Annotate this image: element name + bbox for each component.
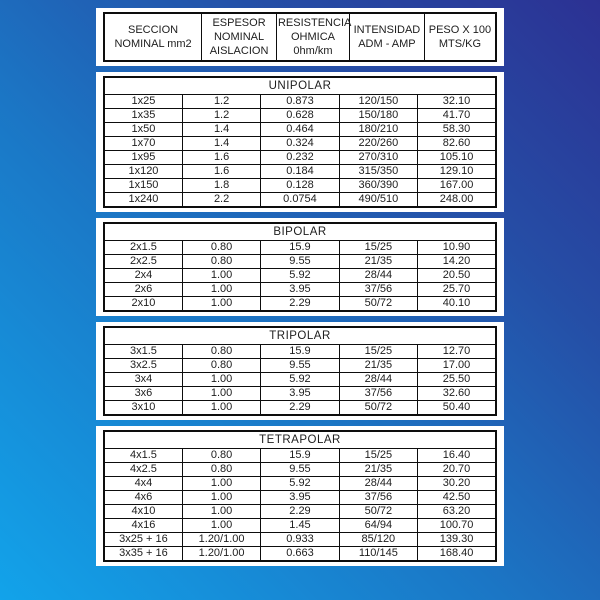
table-cell: 1.45 bbox=[261, 519, 339, 533]
table-cell: 1.20/1.00 bbox=[182, 533, 260, 547]
table-cell: 1x240 bbox=[104, 193, 182, 208]
table-row bbox=[104, 519, 496, 533]
section-block-tetrapolar bbox=[96, 426, 504, 566]
table-cell: 1.00 bbox=[182, 505, 260, 519]
table-cell: 50/72 bbox=[339, 401, 417, 416]
table-cell: 3.95 bbox=[261, 491, 339, 505]
table-cell: 21/35 bbox=[339, 359, 417, 373]
table-cell: 3x6 bbox=[104, 387, 182, 401]
table-row bbox=[104, 137, 496, 151]
section-title-row bbox=[104, 327, 496, 345]
table-row bbox=[104, 463, 496, 477]
table-cell: 0.933 bbox=[261, 533, 339, 547]
table-cell: 1.8 bbox=[182, 179, 260, 193]
table-cell: 15/25 bbox=[339, 241, 417, 255]
table-row bbox=[104, 401, 496, 416]
table-cell: 82.60 bbox=[418, 137, 496, 151]
table-cell: 37/56 bbox=[339, 283, 417, 297]
table-row bbox=[104, 533, 496, 547]
table-cell: 9.55 bbox=[261, 255, 339, 269]
table-row bbox=[104, 477, 496, 491]
table-cell: 2x4 bbox=[104, 269, 182, 283]
table-row bbox=[104, 179, 496, 193]
table-cell: 3x4 bbox=[104, 373, 182, 387]
section-title: TRIPOLAR bbox=[104, 327, 496, 345]
table-cell: 0.80 bbox=[182, 359, 260, 373]
table-cell: 168.40 bbox=[418, 547, 496, 562]
section-table-unipolar bbox=[103, 76, 497, 208]
section-table-bipolar bbox=[103, 222, 497, 312]
table-cell: 4x1.5 bbox=[104, 449, 182, 463]
table-cell: 0.464 bbox=[261, 123, 339, 137]
section-title-row bbox=[104, 223, 496, 241]
table-cell: 85/120 bbox=[339, 533, 417, 547]
table-cell: 2.29 bbox=[261, 401, 339, 416]
table-cell: 25.70 bbox=[418, 283, 496, 297]
table-cell: 1x50 bbox=[104, 123, 182, 137]
table-cell: 0.80 bbox=[182, 255, 260, 269]
column-headers-table bbox=[103, 12, 497, 62]
table-cell: 1.20/1.00 bbox=[182, 547, 260, 562]
table-row bbox=[104, 151, 496, 165]
table-cell: 32.10 bbox=[418, 95, 496, 109]
table-row bbox=[104, 491, 496, 505]
table-cell: 1.00 bbox=[182, 283, 260, 297]
table-cell: 0.324 bbox=[261, 137, 339, 151]
table-cell: 64/94 bbox=[339, 519, 417, 533]
table-cell: 14.20 bbox=[418, 255, 496, 269]
table-cell: 30.20 bbox=[418, 477, 496, 491]
table-cell: 63.20 bbox=[418, 505, 496, 519]
column-header-row bbox=[104, 13, 496, 61]
table-cell: 17.00 bbox=[418, 359, 496, 373]
table-cell: 1.2 bbox=[182, 95, 260, 109]
column-header-seccion-nominal: SECCION NOMINAL mm2 bbox=[104, 13, 202, 61]
table-cell: 248.00 bbox=[418, 193, 496, 208]
table-cell: 3.95 bbox=[261, 283, 339, 297]
section-title: TETRAPOLAR bbox=[104, 431, 496, 449]
table-row bbox=[104, 345, 496, 359]
table-cell: 2.29 bbox=[261, 505, 339, 519]
table-cell: 0.80 bbox=[182, 463, 260, 477]
table-cell: 1x150 bbox=[104, 179, 182, 193]
section-block-unipolar bbox=[96, 72, 504, 212]
table-row bbox=[104, 109, 496, 123]
table-cell: 0.128 bbox=[261, 179, 339, 193]
table-cell: 4x6 bbox=[104, 491, 182, 505]
column-header-peso-x-100-mts-kg: PESO X 100 MTS/KG bbox=[424, 13, 496, 61]
column-header-intensidad-adm-amp: INTENSIDAD ADM - AMP bbox=[349, 13, 424, 61]
table-cell: 50/72 bbox=[339, 297, 417, 312]
table-cell: 120/150 bbox=[339, 95, 417, 109]
table-cell: 1.00 bbox=[182, 297, 260, 312]
table-cell: 180/210 bbox=[339, 123, 417, 137]
table-cell: 12.70 bbox=[418, 345, 496, 359]
table-cell: 1.00 bbox=[182, 373, 260, 387]
table-row bbox=[104, 547, 496, 562]
table-cell: 2x10 bbox=[104, 297, 182, 312]
table-row bbox=[104, 359, 496, 373]
table-cell: 15.9 bbox=[261, 241, 339, 255]
table-cell: 37/56 bbox=[339, 387, 417, 401]
section-title-row bbox=[104, 77, 496, 95]
table-cell: 1x25 bbox=[104, 95, 182, 109]
table-cell: 220/260 bbox=[339, 137, 417, 151]
table-cell: 4x2.5 bbox=[104, 463, 182, 477]
table-row bbox=[104, 165, 496, 179]
table-cell: 1.4 bbox=[182, 137, 260, 151]
table-cell: 25.50 bbox=[418, 373, 496, 387]
section-block-bipolar bbox=[96, 218, 504, 316]
table-cell: 28/44 bbox=[339, 477, 417, 491]
table-cell: 9.55 bbox=[261, 463, 339, 477]
table-cell: 2x2.5 bbox=[104, 255, 182, 269]
table-cell: 15/25 bbox=[339, 449, 417, 463]
table-cell: 1.00 bbox=[182, 269, 260, 283]
table-cell: 0.80 bbox=[182, 345, 260, 359]
table-row bbox=[104, 241, 496, 255]
table-cell: 0.80 bbox=[182, 241, 260, 255]
table-cell: 1.2 bbox=[182, 109, 260, 123]
table-cell: 2x1.5 bbox=[104, 241, 182, 255]
column-header-resistencia-ohmica: RESISTENCIA OHMICA 0hm/km bbox=[276, 13, 349, 61]
table-cell: 0.873 bbox=[261, 95, 339, 109]
table-cell: 1.6 bbox=[182, 151, 260, 165]
table-cell: 315/350 bbox=[339, 165, 417, 179]
section-title: BIPOLAR bbox=[104, 223, 496, 241]
table-row bbox=[104, 505, 496, 519]
table-cell: 1x70 bbox=[104, 137, 182, 151]
table-row bbox=[104, 283, 496, 297]
table-cell: 0.0754 bbox=[261, 193, 339, 208]
section-table-tetrapolar bbox=[103, 430, 497, 562]
table-cell: 3x35 + 16 bbox=[104, 547, 182, 562]
table-cell: 2.29 bbox=[261, 297, 339, 312]
table-cell: 270/310 bbox=[339, 151, 417, 165]
table-cell: 41.70 bbox=[418, 109, 496, 123]
table-cell: 20.50 bbox=[418, 269, 496, 283]
table-cell: 110/145 bbox=[339, 547, 417, 562]
table-cell: 9.55 bbox=[261, 359, 339, 373]
table-cell: 1.00 bbox=[182, 491, 260, 505]
table-cell: 100.70 bbox=[418, 519, 496, 533]
header-block bbox=[96, 8, 504, 66]
table-cell: 1x35 bbox=[104, 109, 182, 123]
table-cell: 21/35 bbox=[339, 255, 417, 269]
table-cell: 167.00 bbox=[418, 179, 496, 193]
table-cell: 490/510 bbox=[339, 193, 417, 208]
table-row bbox=[104, 387, 496, 401]
table-cell: 1x120 bbox=[104, 165, 182, 179]
table-row bbox=[104, 269, 496, 283]
table-cell: 37/56 bbox=[339, 491, 417, 505]
table-cell: 15/25 bbox=[339, 345, 417, 359]
table-cell: 2x6 bbox=[104, 283, 182, 297]
table-cell: 1.00 bbox=[182, 519, 260, 533]
table-cell: 5.92 bbox=[261, 269, 339, 283]
table-cell: 2.2 bbox=[182, 193, 260, 208]
table-cell: 28/44 bbox=[339, 269, 417, 283]
table-cell: 360/390 bbox=[339, 179, 417, 193]
table-cell: 15.9 bbox=[261, 345, 339, 359]
section-block-tripolar bbox=[96, 322, 504, 420]
table-cell: 105.10 bbox=[418, 151, 496, 165]
table-row bbox=[104, 297, 496, 312]
table-cell: 1.00 bbox=[182, 401, 260, 416]
table-cell: 1.00 bbox=[182, 387, 260, 401]
table-cell: 129.10 bbox=[418, 165, 496, 179]
table-cell: 3x10 bbox=[104, 401, 182, 416]
table-cell: 50/72 bbox=[339, 505, 417, 519]
table-row bbox=[104, 449, 496, 463]
table-cell: 1x95 bbox=[104, 151, 182, 165]
table-cell: 1.6 bbox=[182, 165, 260, 179]
table-row bbox=[104, 373, 496, 387]
section-tables-container bbox=[96, 72, 504, 566]
section-table-tripolar bbox=[103, 326, 497, 416]
table-row bbox=[104, 193, 496, 208]
table-row bbox=[104, 95, 496, 109]
table-cell: 3x25 + 16 bbox=[104, 533, 182, 547]
table-cell: 32.60 bbox=[418, 387, 496, 401]
table-row bbox=[104, 255, 496, 269]
table-cell: 4x10 bbox=[104, 505, 182, 519]
table-cell: 3.95 bbox=[261, 387, 339, 401]
table-cell: 50.40 bbox=[418, 401, 496, 416]
table-cell: 4x4 bbox=[104, 477, 182, 491]
table-cell: 15.9 bbox=[261, 449, 339, 463]
table-cell: 40.10 bbox=[418, 297, 496, 312]
table-row bbox=[104, 123, 496, 137]
table-cell: 42.50 bbox=[418, 491, 496, 505]
table-cell: 21/35 bbox=[339, 463, 417, 477]
table-cell: 0.80 bbox=[182, 449, 260, 463]
table-cell: 5.92 bbox=[261, 477, 339, 491]
section-title: UNIPOLAR bbox=[104, 77, 496, 95]
table-cell: 10.90 bbox=[418, 241, 496, 255]
table-cell: 28/44 bbox=[339, 373, 417, 387]
table-cell: 20.70 bbox=[418, 463, 496, 477]
table-cell: 0.184 bbox=[261, 165, 339, 179]
table-cell: 0.663 bbox=[261, 547, 339, 562]
table-cell: 4x16 bbox=[104, 519, 182, 533]
table-cell: 3x2.5 bbox=[104, 359, 182, 373]
table-cell: 5.92 bbox=[261, 373, 339, 387]
table-cell: 58.30 bbox=[418, 123, 496, 137]
table-cell: 3x1.5 bbox=[104, 345, 182, 359]
table-cell: 16.40 bbox=[418, 449, 496, 463]
section-title-row bbox=[104, 431, 496, 449]
table-cell: 1.00 bbox=[182, 477, 260, 491]
cable-spec-sheet bbox=[96, 8, 504, 566]
table-cell: 150/180 bbox=[339, 109, 417, 123]
table-cell: 1.4 bbox=[182, 123, 260, 137]
column-header-espesor-nominal-aislacion: ESPESOR NOMINAL AISLACION bbox=[202, 13, 277, 61]
table-cell: 139.30 bbox=[418, 533, 496, 547]
table-cell: 0.232 bbox=[261, 151, 339, 165]
table-cell: 0.628 bbox=[261, 109, 339, 123]
